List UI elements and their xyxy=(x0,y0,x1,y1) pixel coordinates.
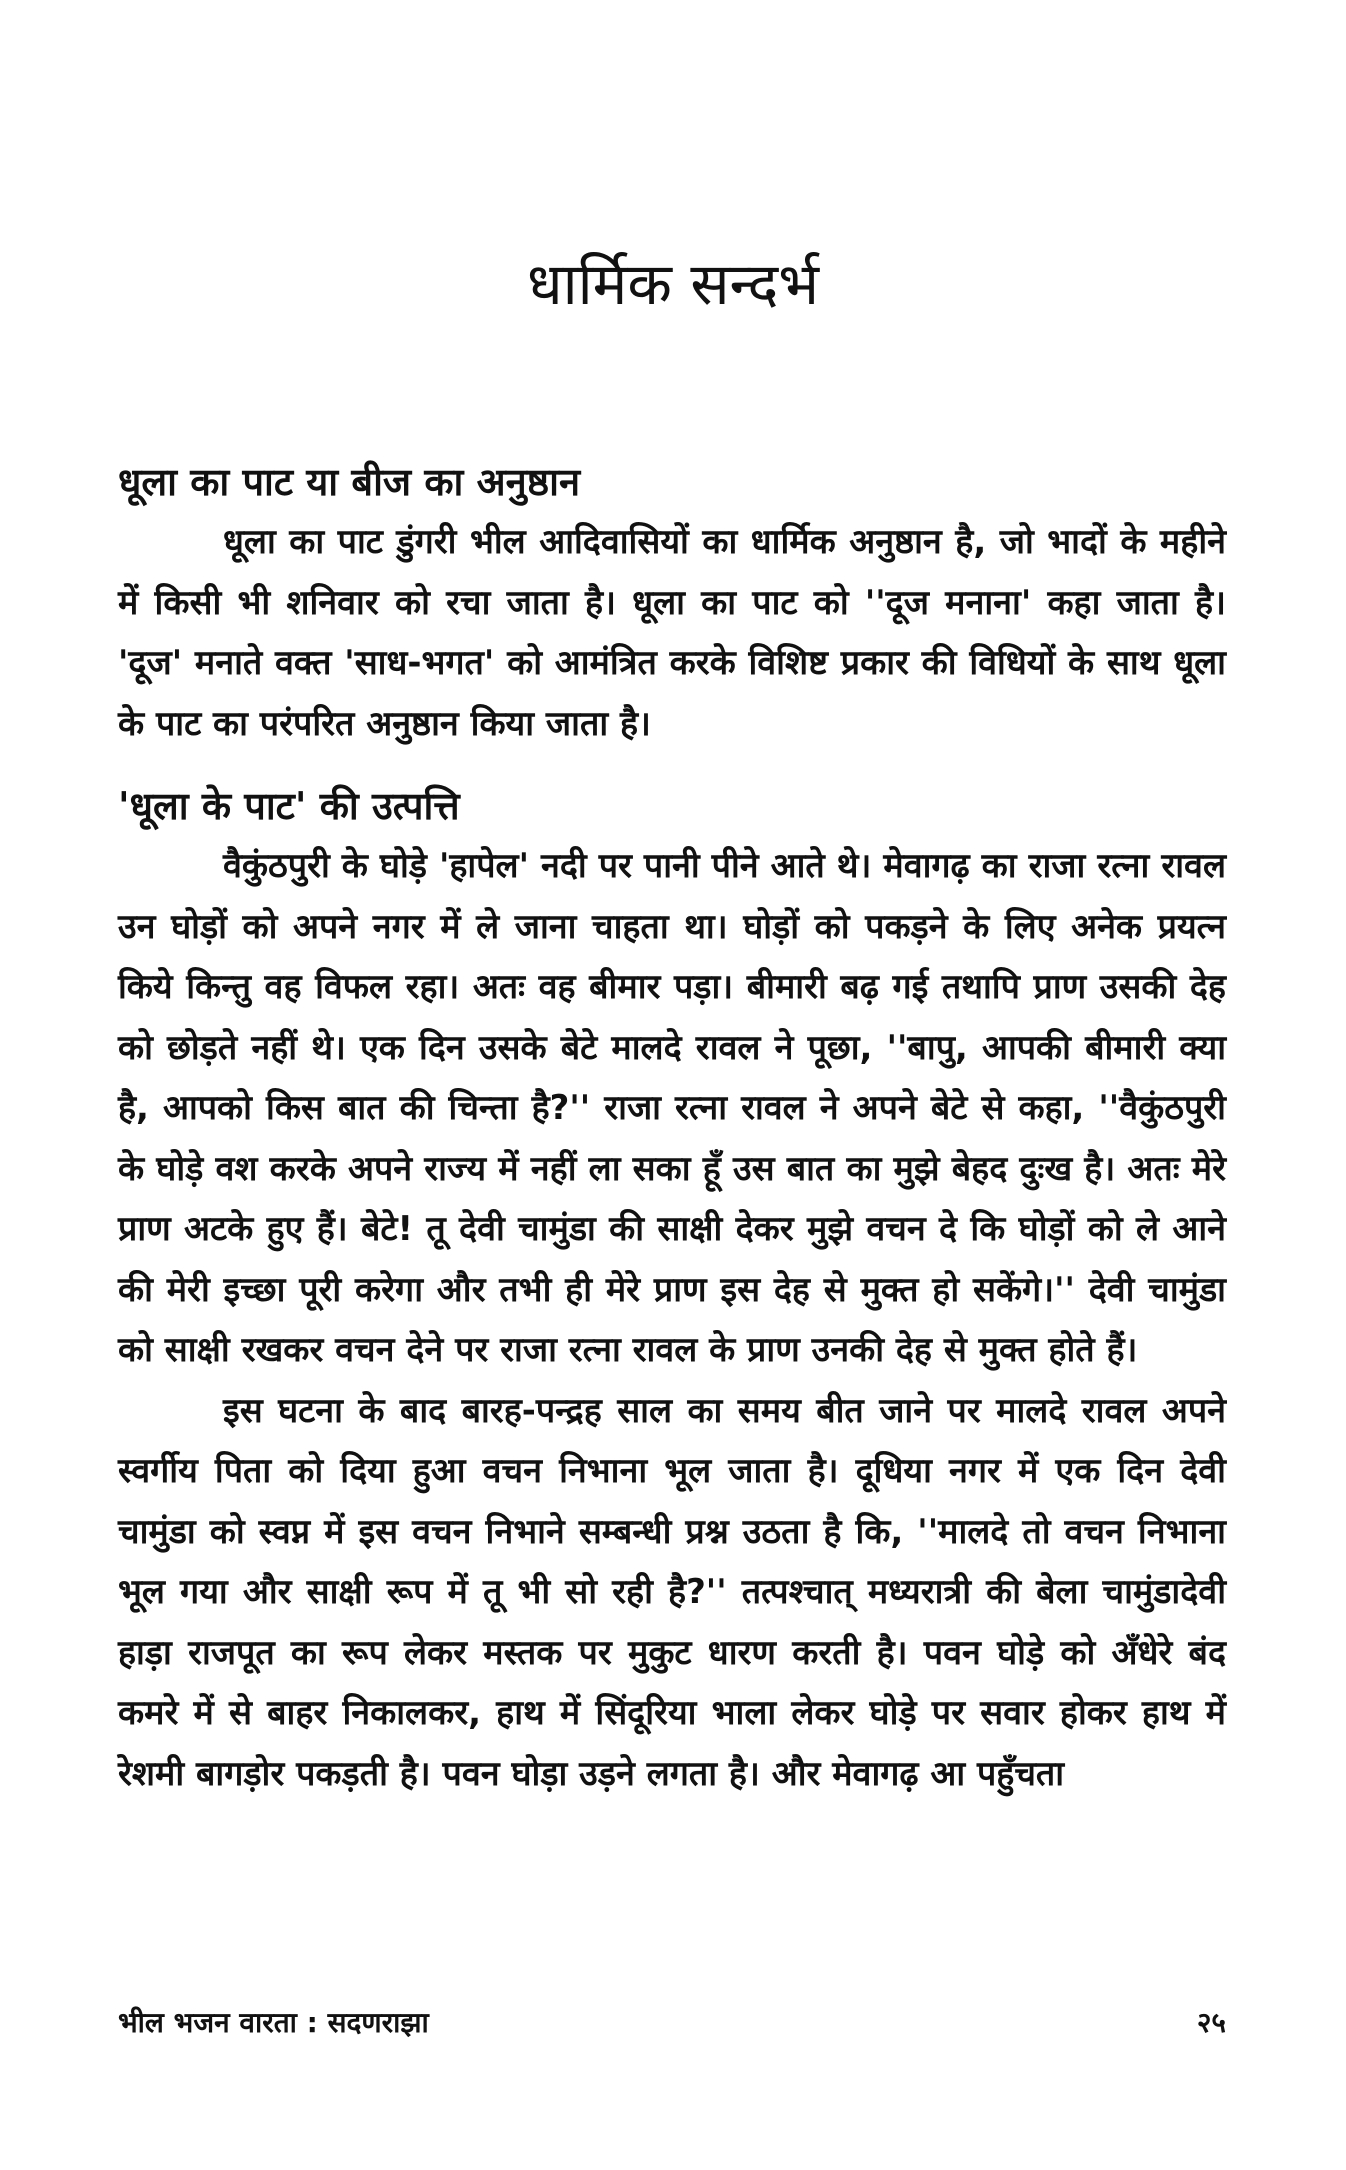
section-origin xyxy=(118,776,1226,1804)
page-content xyxy=(118,452,1226,1804)
page-number: २५ xyxy=(1196,2006,1226,2039)
section-heading: 'धूला के पाट' की उत्पत्ति xyxy=(118,784,460,828)
section-heading: धूला का पाट या बीज का अनुष्ठान xyxy=(118,460,581,504)
paragraph: वैकुंठपुरी के घोड़े 'हापेल' नदी पर पानी पीने आते थे। मेवागढ़ का राजा रत्ना रावल उन घोड़ों को अपने नगर में ले जाना चाहता था। घोड़ों को पकड़ने के लिए अनेक प्रयत्न किये किन्तु वह विफल रहा। अतः वह बीमार पड़ा। बीमारी बढ़ गई तथापि प्राण उसकी देह को छोड़ते नहीं थे। एक दिन उसके बेटे मालदे रावल ने पूछा, ''बापु, आपकी बीमारी क्या है, आपको किस बात की चिन्ता है?'' राजा रत्ना रावल ने अपने बेटे से कहा, ''वैकुंठपुरी के घोड़े वश करके अपने राज्य में नहीं ला सका हूँ उस बात का मुझे बेहद दुःख है। अतः मेरे प्राण अटके हुए हैं। बेटे! तू देवी चामुंडा की साक्षी देकर मुझे वचन दे कि घोड़ों को ले आने की मेरी इच्छा पूरी करेगा और तभी ही मेरे प्राण इस देह से मुक्त हो सकेंगे।'' देवी चामुंडा को साक्षी रखकर वचन देने पर राजा रत्ना रावल के प्राण उनकी देह से मुक्त होते हैं। xyxy=(118,846,1226,1370)
footer-book-title: भील भजन वारता : सदणराझा xyxy=(118,2006,429,2039)
page-footer xyxy=(118,2003,1226,2043)
page-title: धार्मिक सन्दर्भ xyxy=(526,250,820,318)
paragraph: धूला का पाट डुंगरी भील आदिवासियों का धार्मिक अनुष्ठान है, जो भादों के महीने में किसी भी शनिवार को रचा जाता है। धूला का पाट को ''दूज मनाना' कहा जाता है। 'दूज' मनाते वक्त 'साध-भगत' को आमंत्रित करके विशिष्ट प्रकार की विधियों के साथ धूला के पाट का परंपरित अनुष्ठान किया जाता है। xyxy=(118,522,1226,744)
paragraph: इस घटना के बाद बारह-पन्द्रह साल का समय बीत जाने पर मालदे रावल अपने स्वर्गीय पिता को दिया हुआ वचन निभाना भूल जाता है। दूधिया नगर में एक दिन देवी चामुंडा को स्वप्न में इस वचन निभाने सम्बन्धी प्रश्न उठता है कि, ''मालदे तो वचन निभाना भूल गया और साक्षी रूप में तू भी सो रही है?'' तत्पश्चात् मध्यरात्री की बेला चामुंडादेवी हाड़ा राजपूत का रूप लेकर मस्तक पर मुकुट धारण करती है। पवन घोड़े को अँधेरे बंद कमरे में से बाहर निकालकर, हाथ में सिंदूरिया भाला लेकर घोड़े पर सवार होकर हाथ में रेशमी बागड़ोर पकड़ती है। पवन घोड़ा उड़ने लगता है। और मेवागढ़ आ पहुँचता xyxy=(118,1390,1226,1794)
section-dhula-ka-paat xyxy=(118,452,1226,754)
